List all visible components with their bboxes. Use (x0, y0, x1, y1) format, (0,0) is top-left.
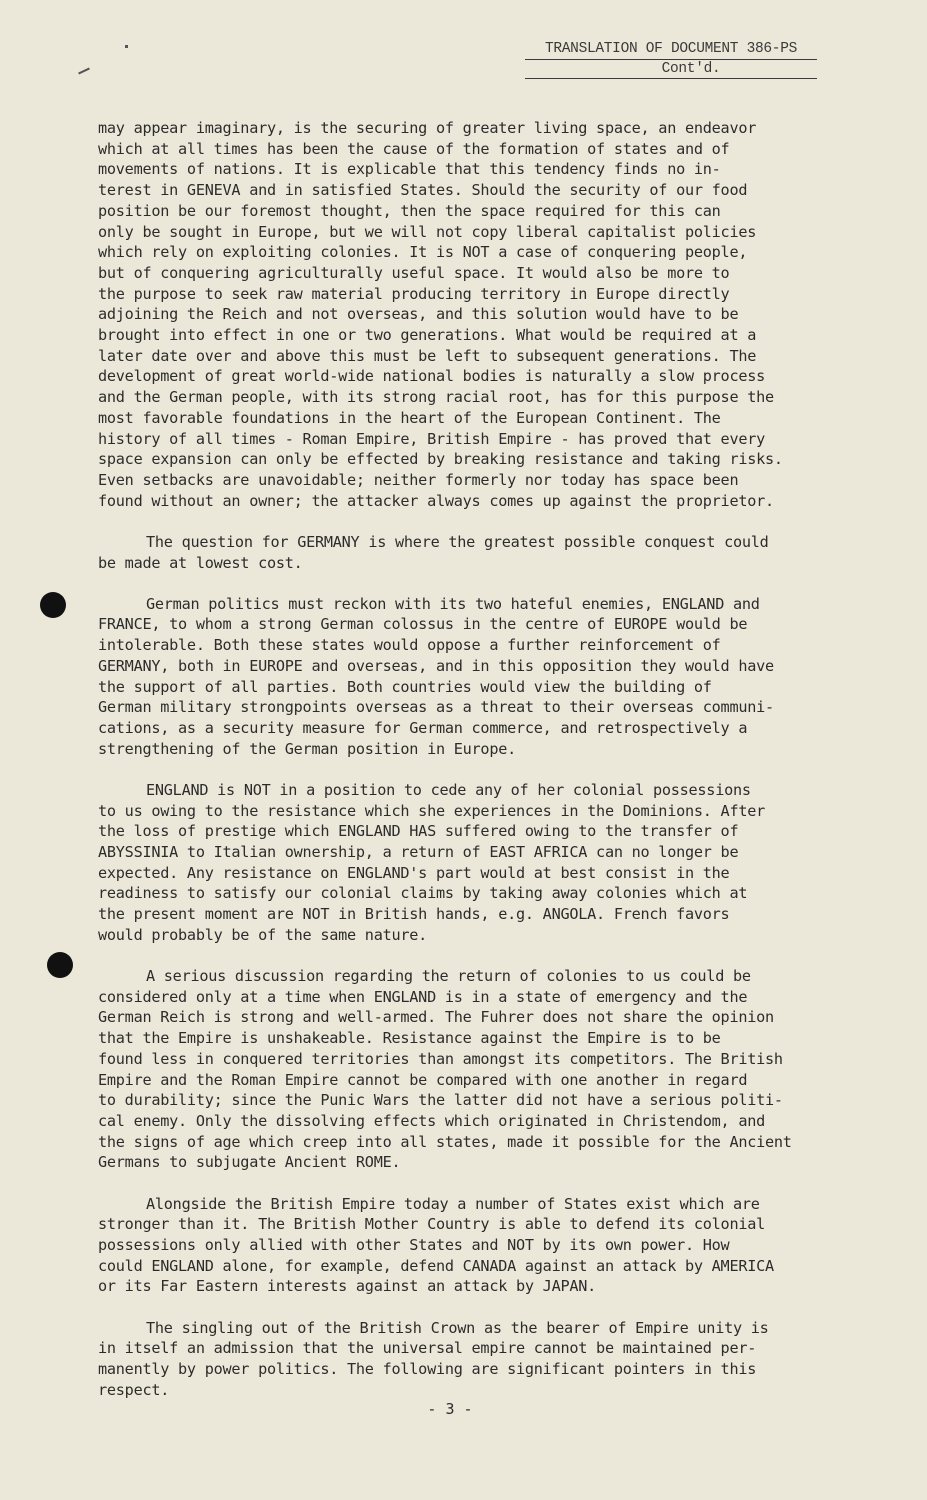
paragraph-5: A serious discussion regarding the return of colonies to us could be considered only at a time when ENGLAND is in a state of emergency and the German Reich is strong and well-armed. The Fuhrer does not share the opinion that the Empire is unshakeable. Resistance against the Empire is to be found less in conquered territories than amongst its competitors. The British Empire and the Roman Empire cannot be compared with one another in regard to durability; since the Punic Wars the latter did not have a serious politi- cal enemy. Only the dissolving effects which originated in Christendom, and the signs of age which creep into all states, made it possible for the Ancient Germans to subjugate Ancient ROME. (98, 967, 792, 1172)
paragraph-4: ENGLAND is NOT in a position to cede any of her colonial possessions to us owing to the resistance which she experiences in the Dominions. After the loss of prestige which ENGLAND HAS suffered owing to the transfer of ABYSSINIA to Italian ownership, a return of EAST AFRICA can no longer be expected. Any resistance on ENGLAND's part would at best consist in the readiness to satisfy our colonial claims by taking away colonies which at the present moment are NOT in British hands, e.g. ANGOLA. French favors would probably be of the same nature. (98, 780, 766, 944)
page-number: - 3 - (427, 1400, 473, 1418)
document-header (525, 40, 817, 79)
document-body (98, 118, 850, 1421)
punch-hole-lower (47, 952, 73, 978)
paper-speck (125, 45, 128, 48)
paragraph-7: The singling out of the British Crown as the bearer of Empire unity is in itself an admission that the universal empire cannot be maintained per- manently by power politics. The following are significant pointers in this respect. (98, 1318, 769, 1399)
paragraph-3: German politics must reckon with its two hateful enemies, ENGLAND and FRANCE, to whom a strong German colossus in the centre of EUROPE would be intolerable. Both these states would oppose a further reinforcement of GERMANY, both in EUROPE and overseas, and in this opposition they would have the support of all parties. Both countries would view the building of German military strongpoints overseas as a threat to their overseas communi- cations, as a security measure for German commerce, and retrospectively a strengthening of the German position in Europe. (98, 594, 774, 758)
punch-hole-upper (40, 592, 66, 618)
header-continued: Cont'd. (525, 60, 817, 79)
header-title: TRANSLATION OF DOCUMENT 386-PS (525, 40, 817, 60)
paragraph-1: may appear imaginary, is the securing of greater living space, an endeavor which at all times has been the cause of the formation of states and of movements of nations. It is explicable that this tendency finds no in- terest in GENEVA and in satisfied States. Should the security of our food position be our foremost thought, then the space required for this can only be sought in Europe, but we will not copy liberal capitalist policies which rely on exploiting colonies. It is NOT a case of conquering people, but of conquering agriculturally useful space. It would also be more to the purpose to seek raw material producing territory in Europe directly adjoining the Reich and not overseas, and this solution would have to be brought into effect in one or two generations. What would be required at a later date over and above this must be left to subsequent generations. The development of great world-wide national bodies is naturally a slow process and the German people, with its strong racial root, has for this purpose the most favorable foundations in the heart of the European Continent. The history of all times - Roman Empire, British Empire - has proved that every space expansion can only be effected by breaking resistance and taking risks. Even setbacks are unavoidable; neither formerly nor today has space been found without an owner; the attacker always comes up against the proprietor. (98, 119, 783, 510)
paragraph-6: Alongside the British Empire today a number of States exist which are stronger than it. The British Mother Country is able to defend its colonial possessions only allied with other States and NOT by its own power. How could ENGLAND alone, for example, defend CANADA against an attack by AMERICA or its Far Eastern interests against an attack by JAPAN. (98, 1194, 774, 1296)
pen-mark (78, 68, 90, 75)
paragraph-2: The question for GERMANY is where the greatest possible conquest could be made at lowest cost. (98, 532, 769, 572)
